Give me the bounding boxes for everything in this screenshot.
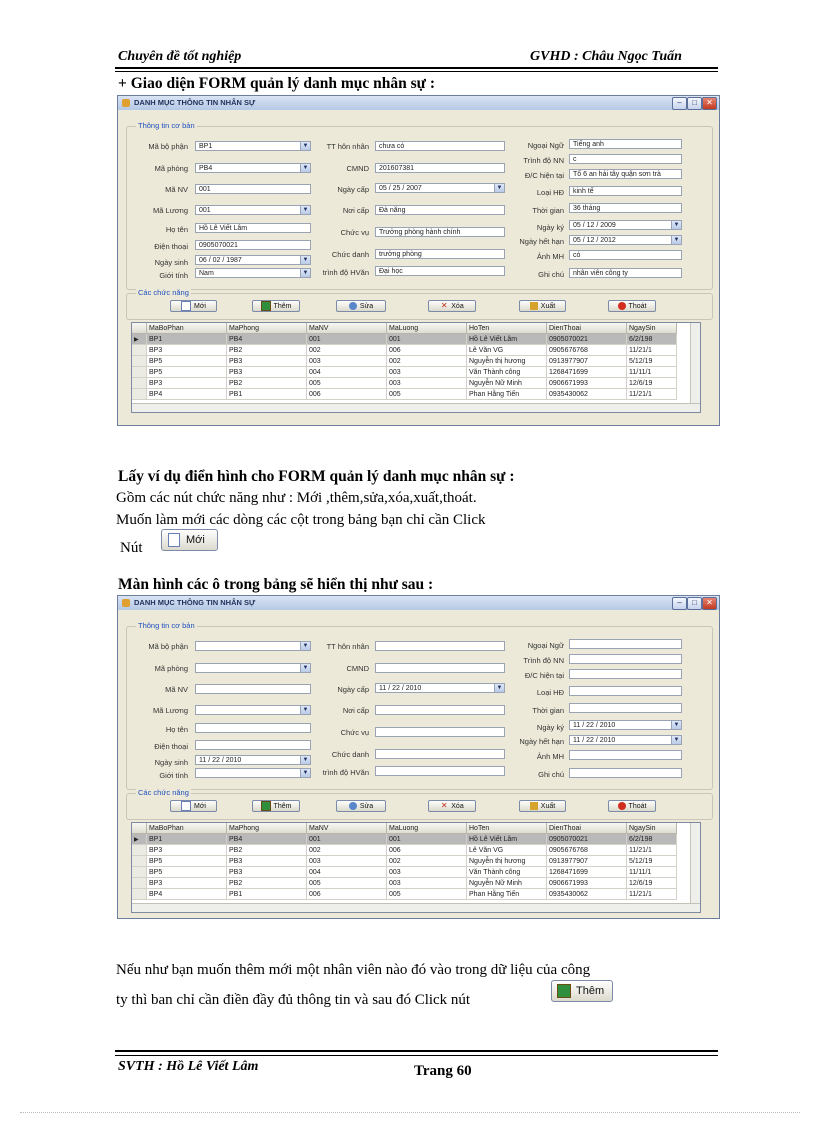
thoi-gian-input[interactable] [569,703,682,713]
label-ma-luong: Mã Lương [153,706,188,715]
table-row[interactable]: BP5 PB3 003 002 Nguyễn thị hương 0913977907 5/12/19 [132,856,677,867]
ngay-cap-picker[interactable]: 11 / 22 / 2010 ▼ [375,683,505,693]
thoat-button[interactable]: Thoát [608,800,656,812]
window-title: DANH MỤC THÔNG TIN NHÂN SỰ [134,98,256,107]
para-line-2: Muốn làm mới các dòng các cột trong bảng bạn chỉ cần Click [116,512,486,528]
footer-rule-thin [115,1055,718,1056]
label-noi-cap: Nơi cấp [342,206,369,215]
chuc-danh-input[interactable]: trưởng phòng [375,249,505,259]
employee-grid [131,322,701,413]
page-bottom-border [20,1112,800,1113]
ngay-ky-picker[interactable]: 11 / 22 / 2010 ▼ [569,720,682,730]
moi-inline-button: Mới [161,529,218,551]
ghi-chu-input[interactable]: nhân viên công ty [569,268,682,278]
page-number: Trang 60 [414,1063,472,1079]
label-chuc-vu: Chức vụ [340,728,369,737]
table-row[interactable]: BP3 PB2 005 003 Nguyễn Nữ Minh 0906671993 12/6/19 [132,878,677,889]
chevron-down-icon[interactable]: ▼ [300,706,310,714]
label-ngoai-ngu: Ngoại Ngữ [527,641,564,650]
exit-icon [618,302,626,310]
final-para-line-2: ty thì ban chỉ cần điền đầy đủ thông tin và sau đó Click nút [116,992,471,1008]
chevron-down-icon[interactable]: ▼ [300,642,310,650]
col-header[interactable]: MaNV [307,323,387,334]
label-ngay-het-han: Ngày hết hạn [519,737,564,746]
moi-button[interactable]: Mới [170,300,217,312]
final-para-line-1: Nếu như bạn muốn thêm mới một nhân viên nào đó vào trong dữ liệu của công [116,962,591,978]
label-loai-hd: Loại HĐ [536,188,564,197]
label-trinh-do-nn: Trình độ NN [523,156,564,165]
calendar-dropdown-icon[interactable]: ▼ [671,236,681,244]
section1-title: + Giao diện FORM quản lý danh mục nhân sự : [118,75,436,92]
label-trinh-do-nn: Trình độ NN [523,656,564,665]
window-icon [122,99,130,107]
export-icon [530,302,538,310]
ma-bo-phan-select[interactable]: BP1 ▼ [195,141,311,151]
anh-mh-input[interactable] [569,750,682,760]
col-header[interactable]: MaBoPhan [147,823,227,834]
noi-cap-input[interactable]: Đà nẵng [375,205,505,215]
table-row[interactable]: BP5 PB3 003 002 Nguyễn thị hương 0913977907 5/12/19 [132,356,677,367]
label-ngay-ky: Ngày ký [536,723,564,732]
table-row[interactable]: ▶ BP1 PB4 001 001 Hồ Lê Viết Lâm 0905070021 6/2/198 [132,834,677,845]
label-cmnd: CMND [346,164,369,173]
label-chuc-vu: Chức vụ [340,228,369,237]
table-row[interactable]: BP3 PB2 002 006 Lê Văn VG 0905676768 11/21/1 [132,845,677,856]
edit-icon [349,802,357,810]
label-ma-nv: Mã NV [165,185,188,194]
window-title: DANH MỤC THÔNG TIN NHÂN SỰ [134,598,256,607]
label-tt-hon-nhan: TT hôn nhân [326,642,369,651]
label-ho-ten: Họ tên [165,725,188,734]
ma-bo-phan-select[interactable] [195,641,311,651]
col-header[interactable]: DienThoai [547,323,627,334]
group-basic-label: Thông tin cơ bản [138,121,195,130]
horizontal-scrollbar[interactable] [132,403,700,412]
window-titlebar [118,96,719,110]
employee-table [132,323,677,400]
ma-nv-input[interactable] [195,684,311,694]
them-button[interactable]: Thêm [252,300,300,312]
gioi-tinh-select[interactable]: Nam ▼ [195,268,311,278]
chuc-danh-input[interactable] [375,749,505,759]
chevron-down-icon[interactable]: ▼ [300,269,310,277]
chuc-vu-input[interactable]: Trưởng phòng hành chính [375,227,505,237]
edit-icon [349,302,357,310]
label-chuc-danh: Chức danh [331,250,369,259]
trinh-do-hvan-input[interactable] [375,766,505,776]
table-row[interactable]: BP3 PB2 005 003 Nguyễn Nữ Minh 0906671993 12/6/19 [132,378,677,389]
col-header[interactable]: MaLuong [387,823,467,834]
sua-button[interactable]: Sửa [336,300,386,312]
minimize-icon[interactable]: – [672,597,687,610]
dc-hien-tai-input[interactable] [569,669,682,679]
thoi-gian-input[interactable]: 36 tháng [569,203,682,213]
footer-left: SVTH : Hồ Lê Viết Lâm [118,1059,259,1074]
label-thoi-gian: Thời gian [532,706,564,715]
xuat-button[interactable]: Xuất [519,800,566,812]
new-doc-icon [181,301,191,311]
label-trinh-do-hvan: trình độ HVăn [322,768,369,777]
xuat-button[interactable]: Xuất [519,300,566,312]
col-header[interactable]: MaBoPhan [147,323,227,334]
ngay-ky-picker[interactable]: 05 / 12 / 2009 ▼ [569,220,682,230]
nut-label: Nút [120,540,143,556]
cmnd-input[interactable]: 201607381 [375,163,505,173]
tt-hon-nhan-input[interactable]: chưa có [375,141,505,151]
trinh-do-hvan-input[interactable]: Đại học [375,266,505,276]
loai-hd-input[interactable]: kinh tế [569,186,682,196]
header-rule [115,67,718,69]
form-window-empty [117,595,720,919]
vertical-scrollbar[interactable] [690,323,700,412]
ngoai-ngu-input[interactable]: Tiếng anh [569,139,682,149]
ma-luong-select[interactable]: 001 ▼ [195,205,311,215]
label-ngay-cap: Ngày cấp [337,685,369,694]
ghi-chu-input[interactable] [569,768,682,778]
label-ma-phong: Mã phòng [154,164,188,173]
header-rule-thin [115,71,718,72]
minimize-icon[interactable]: – [672,97,687,110]
label-dc-hien-tai: Đ/C hiện tại [524,671,564,680]
col-header[interactable]: NgaySin [627,323,677,334]
add-icon [557,984,571,998]
table-row[interactable]: BP4 PB1 006 005 Phan Hằng Tiến 0935430062 11/21/1 [132,889,677,900]
label-ngay-sinh: Ngày sinh [154,258,188,267]
table-row[interactable]: BP5 PB3 004 003 Văn Thành công 1268471699 11/11/1 [132,867,677,878]
ma-luong-select[interactable] [195,705,311,715]
calendar-dropdown-icon[interactable]: ▼ [494,684,504,692]
cmnd-input[interactable] [375,663,505,673]
export-icon [530,802,538,810]
calendar-dropdown-icon[interactable]: ▼ [671,721,681,729]
section3-title: Màn hình các ô trong bảng sẽ hiển thị như sau : [118,576,434,593]
row-pointer-icon: ▶ [132,834,147,845]
label-chuc-danh: Chức danh [331,750,369,759]
group-functions-label: Các chức năng [138,288,189,297]
table-row[interactable]: BP5 PB3 004 003 Văn Thành công 1268471699 11/11/1 [132,367,677,378]
label-ngay-ky: Ngày ký [536,223,564,232]
label-ho-ten: Họ tên [165,225,188,234]
employee-table [132,823,677,900]
table-row[interactable]: BP3 PB2 002 006 Lê Văn VG 0905676768 11/21/1 [132,345,677,356]
header-left: Chuyên đề tốt nghiệp [118,49,242,64]
employee-grid [131,822,701,913]
ma-nv-input[interactable]: 001 [195,184,311,194]
new-doc-icon [168,533,180,547]
dien-thoai-input[interactable]: 0905070021 [195,240,311,250]
header-right: GVHD : Châu Ngọc Tuấn [530,49,682,64]
ngay-sinh-picker[interactable]: 06 / 02 / 1987 ▼ [195,255,311,265]
col-header[interactable]: HoTen [467,323,547,334]
label-dien-thoai: Điện thoại [154,242,188,251]
col-header[interactable]: DienThoai [547,823,627,834]
label-noi-cap: Nơi cấp [342,706,369,715]
label-ma-luong: Mã Lương [153,206,188,215]
maximize-icon[interactable]: □ [687,97,702,110]
tt-hon-nhan-input[interactable] [375,641,505,651]
col-header[interactable]: MaPhong [227,823,307,834]
ngoai-ngu-input[interactable] [569,639,682,649]
calendar-dropdown-icon[interactable]: ▼ [300,756,310,764]
noi-cap-input[interactable] [375,705,505,715]
them-button[interactable]: Thêm [252,800,300,812]
chevron-down-icon[interactable]: ▼ [300,164,310,172]
label-loai-hd: Loại HĐ [536,688,564,697]
delete-icon: ✕ [440,801,448,811]
label-ngoai-ngu: Ngoại Ngữ [527,141,564,150]
moi-button[interactable]: Mới [170,800,217,812]
chevron-down-icon[interactable]: ▼ [300,142,310,150]
trinh-do-nn-input[interactable] [569,654,682,664]
ngay-cap-picker[interactable]: 05 / 25 / 2007 ▼ [375,183,505,193]
ho-ten-input[interactable] [195,723,311,733]
col-header[interactable]: MaNV [307,823,387,834]
label-thoi-gian: Thời gian [532,206,564,215]
label-dc-hien-tai: Đ/C hiện tại [524,171,564,180]
label-ngay-sinh: Ngày sinh [154,758,188,767]
add-icon [261,801,271,811]
gioi-tinh-select[interactable] [195,768,311,778]
ho-ten-input[interactable]: Hồ Lê Viết Lâm [195,223,311,233]
ngay-het-han-picker[interactable]: 05 / 12 / 2012 ▼ [569,235,682,245]
label-ma-bo-phan: Mã bộ phận [148,642,188,651]
new-doc-icon [181,801,191,811]
trinh-do-nn-input[interactable]: c [569,154,682,164]
table-row[interactable]: BP4 PB1 006 005 Phan Hằng Tiến 0935430062 11/21/1 [132,389,677,400]
maximize-icon[interactable]: □ [687,597,702,610]
form-window-filled [117,95,720,426]
horizontal-scrollbar[interactable] [132,903,700,912]
label-gioi-tinh: Giới tính [159,771,188,780]
ma-phong-select[interactable]: PB4 ▼ [195,163,311,173]
ngay-sinh-picker[interactable]: 11 / 22 / 2010 ▼ [195,755,311,765]
dc-hien-tai-input[interactable]: Tổ 6 an hải tây quận sơn trà [569,169,682,179]
calendar-dropdown-icon[interactable]: ▼ [671,221,681,229]
col-header[interactable]: MaLuong [387,323,467,334]
add-icon [261,301,271,311]
window-titlebar [118,596,719,610]
window-icon [122,599,130,607]
chevron-down-icon[interactable]: ▼ [300,769,310,777]
anh-mh-input[interactable]: có [569,250,682,260]
table-row[interactable]: ▶ BP1 PB4 001 001 Hồ Lê Viết Lâm 0905070021 6/2/198 [132,334,677,345]
label-trinh-do-hvan: trình độ HVăn [322,268,369,277]
loai-hd-input[interactable] [569,686,682,696]
label-cmnd: CMND [346,664,369,673]
section2-title: Lấy ví dụ điển hình cho FORM quản lý danh mục nhân sự : [118,468,515,485]
col-header[interactable]: HoTen [467,823,547,834]
chevron-down-icon[interactable]: ▼ [300,206,310,214]
vertical-scrollbar[interactable] [690,823,700,912]
label-ghi-chu: Ghi chú [538,770,564,779]
chuc-vu-input[interactable] [375,727,505,737]
calendar-dropdown-icon[interactable]: ▼ [300,256,310,264]
xoa-button[interactable]: ✕ Xóa [428,800,476,812]
label-dien-thoai: Điện thoại [154,742,188,751]
calendar-dropdown-icon[interactable]: ▼ [671,736,681,744]
thoat-button[interactable]: Thoát [608,300,656,312]
label-ngay-cap: Ngày cấp [337,185,369,194]
sua-button[interactable]: Sửa [336,800,386,812]
label-ma-nv: Mã NV [165,685,188,694]
col-header[interactable]: NgaySin [627,823,677,834]
delete-icon: ✕ [440,301,448,311]
close-icon[interactable]: ✕ [702,597,717,610]
chevron-down-icon[interactable]: ▼ [300,664,310,672]
calendar-dropdown-icon[interactable]: ▼ [494,184,504,192]
label-ma-phong: Mã phòng [154,664,188,673]
label-ghi-chu: Ghi chú [538,270,564,279]
exit-icon [618,802,626,810]
row-pointer-icon: ▶ [132,334,147,345]
label-anh-mh: Ảnh MH [536,252,564,261]
label-anh-mh: Ảnh MH [536,752,564,761]
footer-rule [115,1050,718,1052]
label-tt-hon-nhan: TT hôn nhân [326,142,369,151]
xoa-button[interactable]: ✕ Xóa [428,300,476,312]
ma-phong-select[interactable] [195,663,311,673]
label-ngay-het-han: Ngày hết hạn [519,237,564,246]
group-functions-label: Các chức năng [138,788,189,797]
group-basic-label: Thông tin cơ bản [138,621,195,630]
close-icon[interactable]: ✕ [702,97,717,110]
col-header[interactable]: MaPhong [227,323,307,334]
row-header-corner [132,323,147,334]
para-line-1: Gồm các nút chức năng như : Mới ,thêm,sửa,xóa,xuất,thoát. [116,490,477,506]
label-ma-bo-phan: Mã bộ phận [148,142,188,151]
label-gioi-tinh: Giới tính [159,271,188,280]
dien-thoai-input[interactable] [195,740,311,750]
ngay-het-han-picker[interactable]: 11 / 22 / 2010 ▼ [569,735,682,745]
row-header-corner [132,823,147,834]
them-inline-button: Thêm [551,980,613,1002]
